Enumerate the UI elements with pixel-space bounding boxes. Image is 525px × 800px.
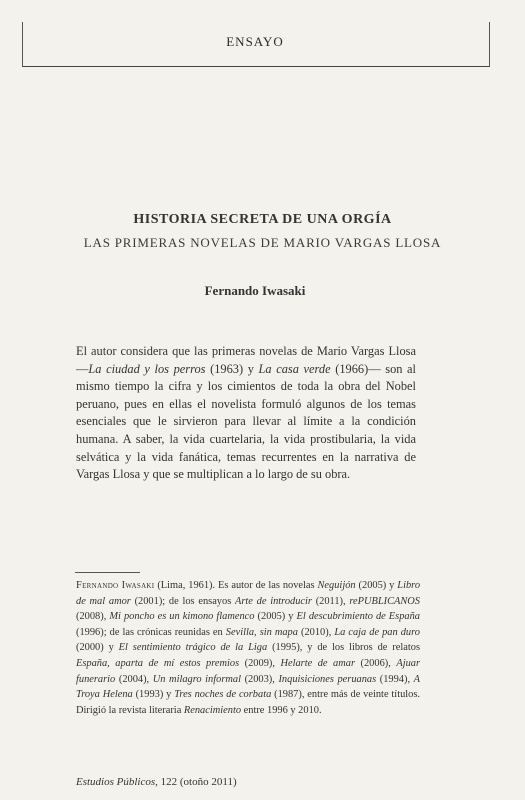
- footnote-text: (2009),: [239, 657, 281, 669]
- abstract-text: El autor considera que las primeras novelas de Mario Vargas Llosa —: [76, 344, 416, 376]
- book-title: Ajuar funerario: [76, 657, 421, 685]
- footnote-author: Fernando Iwasaki: [76, 580, 155, 591]
- book-title: Tres noches de corbata: [174, 689, 272, 701]
- book-title: Inquisiciones peruanas: [278, 673, 377, 685]
- article-title: HISTORIA SECRETA DE UNA ORGÍA: [133, 212, 392, 227]
- book-title: La casa verde: [258, 361, 331, 376]
- book-title: Neguijón: [317, 580, 356, 591]
- book-title: Helarte de amar: [280, 657, 356, 669]
- footnote-text: (2000) y: [76, 642, 119, 654]
- book-title: El sentimiento trágico de la Liga: [118, 642, 268, 654]
- book-title: Arte de introducir: [235, 595, 312, 607]
- footnote-text: (2003),: [240, 673, 279, 685]
- book-title: Sevilla, sin mapa: [225, 626, 298, 638]
- page-footer: [76, 776, 237, 788]
- footnote-text: (2010),: [297, 626, 335, 638]
- author-footnote: [76, 578, 420, 718]
- footnote-text: (2004),: [115, 673, 153, 685]
- footnote-text: (2005) y: [254, 611, 297, 623]
- article-subtitle: LAS PRIMERAS NOVELAS DE MARIO VARGAS LLOSA: [83, 235, 442, 250]
- footnote-text: (2011),: [311, 595, 350, 607]
- book-title: La caja de pan duro: [334, 626, 420, 638]
- footnote-text: (1987), entre más de veinte títulos. Dirigió la revista literaria: [76, 689, 420, 716]
- footnote-text: (1994),: [376, 673, 414, 685]
- footnote-divider: [75, 572, 140, 573]
- footnote-text: (1995), y de los libros de relatos: [267, 642, 420, 654]
- book-title: A Troya Helena: [76, 673, 421, 701]
- book-title: El descubrimiento de España: [296, 611, 420, 623]
- book-title: España, aparta de mí estos premios: [76, 657, 240, 669]
- book-title: Un milagro informal: [152, 673, 241, 685]
- abstract-text: (1963) y: [205, 361, 259, 376]
- footnote-text: (2008),: [76, 611, 110, 623]
- book-title: Mi poncho es un kimono flamenco: [109, 611, 255, 623]
- footnote-text: (1996); de las crónicas reunidas en: [76, 626, 226, 638]
- footnote-text: (2001); de los ensayos: [130, 595, 235, 607]
- book-title: La ciudad y los perros: [88, 361, 206, 376]
- abstract-text: (1966)— son al mismo tiempo la cifra y los cimientos de toda la obra del Nobel peruano, pues en ellas el novelista formuló algunos de los temas esenciales que le sirvieron para llevar al límite a la condición humana. A saber, la vida cuartelaria, la vida prostibularia, la vida selvática y la vida fanática, temas recurrentes en la narrativa de Vargas Llosa y que se multiplican a lo largo de su obra.: [76, 361, 417, 482]
- journal-name: Estudios Públicos: [76, 776, 156, 788]
- footnote-text: (2005) y: [355, 580, 398, 591]
- journal-issue: , 122 (otoño 2011): [155, 776, 237, 788]
- book-title: Renacimiento: [183, 704, 242, 716]
- footnote-text: (2006),: [355, 657, 397, 669]
- section-label: ENSAYO: [226, 34, 284, 49]
- abstract-paragraph: [76, 343, 416, 484]
- article-author: Fernando Iwasaki: [204, 283, 306, 298]
- book-title: rePUBLICANOS: [349, 595, 420, 607]
- footnote-text: entre 1996 y 2010.: [241, 704, 322, 716]
- footnote-text: (1993) y: [132, 689, 175, 701]
- book-title: Libro de mal amor: [76, 580, 421, 607]
- footnote-text: (Lima, 1961). Es autor de las novelas: [154, 580, 318, 591]
